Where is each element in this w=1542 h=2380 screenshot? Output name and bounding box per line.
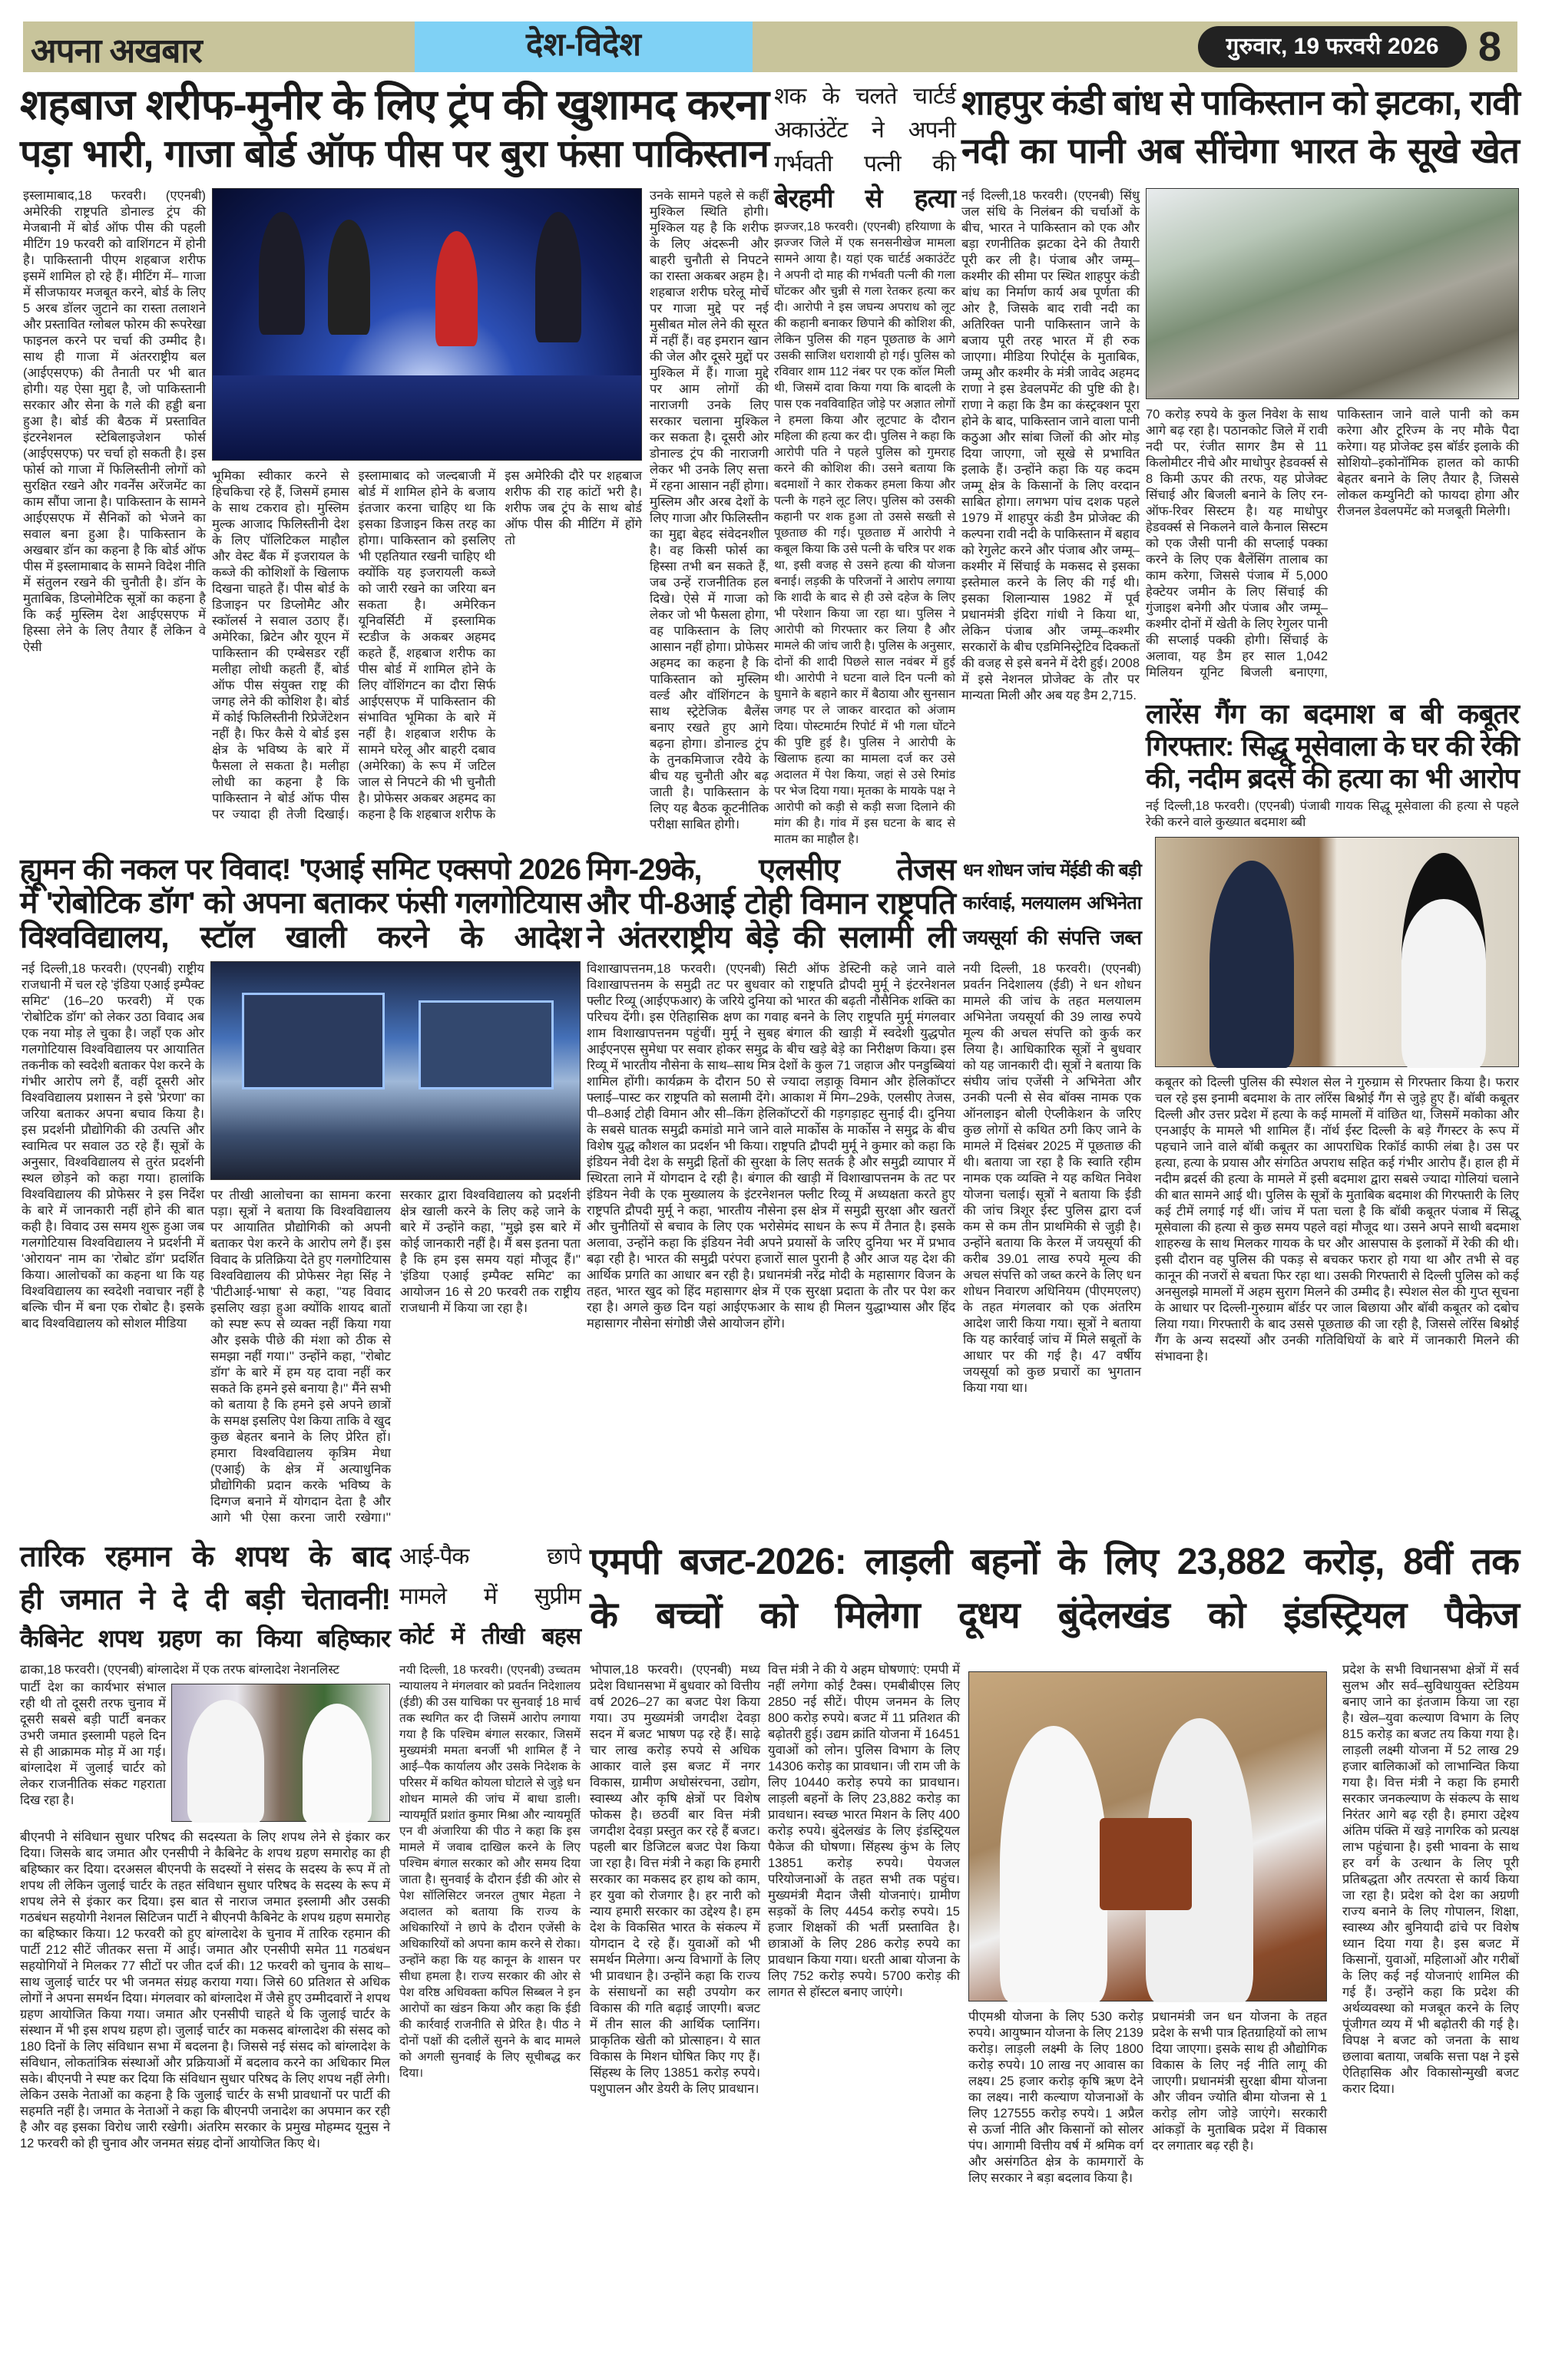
article-body: पीएमश्री योजना के लिए 530 करोड़ रुपये। आयुष्मान योजना के लिए 2139 करोड़। लाड़ली लक्ष्मी के लिए 1800 करोड़ रुपये। 10 लाख नए आवास का लक्ष्य। 25 हजार करोड़ कृषि ऋण देने का लक्ष्य। नारी कल्याण योजनाओं के लिए 127555 करोड़ रुपये। 1 अप्रैल से ऊर्जा नीति और किसानों को सोलर पंप। आगामी वित्तीय वर्ष में श्रमिक वर्ग और असंगठित क्षेत्र के कामगारों के लिए सरकार ने बड़ा बदलाव किया है। (968, 2010, 1143, 2185)
article-body: नयी दिल्ली, 18 फरवरी। (एएनबी) प्रवर्तन निदेशालय (ईडी) ने धन शोधन मामले की जांच के तहत मलयालम अभिनेता जयसूर्या की 39 लाख रुपये मूल्य की अचल संपत्ति को कुर्क कर लिया है। आधिकारिक सूत्रों ने बुधवार को यह जानकारी दी। सूत्रों ने बताया कि संघीय जांच एजेंसी ने अभिनेता और उनकी पत्नी से सेव बॉक्स नामक एक ऑनलाइन बोली ऐप्लीकेशन के जरिए कुछ लोगों से कथित ठगी किए जाने के मामले में दिसंबर 2025 में पूछताछ की थी। बताया जा रहा है कि स्वाति रहीम नामक एक व्यक्ति ने यह कथित निवेश योजना चलाई। सूत्रों ने बताया कि ईडी की जांच त्रिशूर ईस्ट पुलिस द्वारा दर्ज कम से कम तीन प्राथमिकी से जुड़ी है। उन्होंने बताया कि केरल में जयसूर्या की करीब 39.01 लाख रुपये मूल्य की अचल संपत्ति को जब्त करने के लिए धन शोधन निवारण अधिनियम (पीएमएलए) के तहत मंगलवार को एक अंतरिम आदेश जारी किया गया। सूत्रों ने बताया कि यह कार्रवाई जांच में मिले सबूतों के आधार पर की गई है। 47 वर्षीय जयसूर्या को कुछ प्रचारों का भुगतान किया गया था। (963, 962, 1141, 1395)
article-body: 70 करोड़ रुपये के कुल निवेश के साथ आगे बढ़ रहा है। पठानकोट जिले में रावी नदी पर, रंजीत सागर डैम से 11 किलोमीटर नीचे और माधोपुर हेडवर्क्स से 8 किमी ऊपर की तरफ, यह प्रोजेक्ट सिंचाई और बिजली बनाने के लिए रन-ऑफ-रिवर सिस्टम है। यह माधोपुर हेडवर्क्स से निकलने वाले कैनाल सिस्टम को एक जैसी पानी की सप्लाई पक्का करने के लिए एक बैलेंसिंग तालाब का काम करेगा, जिससे पंजाब में 5,000 हेक्टेयर जमीन के लिए सिंचाई की गुंजाइश बनेगी और पंजाब और जम्मू–कश्मीर दोनों में खेती के लिए रेगुलर पानी की सप्लाई पक्की होगी। सिंचाई के अलावा, यह डैम हर साल 1,042 मिलियन यूनिट बिजली बनाएगा, पाकिस्तान जाने वाले पानी को कम करेगा और टूरिज्म के नए मौके पैदा करेगा। यह प्रोजेक्ट इस बॉर्डर इलाके की सोशियो–इकोनॉमिक हालत को काफी बेहतर बनाने के लिए तैयार है, जिससे लोकल कम्युनिटी को फायदा होगा और रीजनल डेवलपमेंट को मजबूती मिलेगी। (1146, 408, 1519, 679)
headline-line: शक के चलते चार्टर्ड (774, 84, 955, 109)
newspaper-logo: अपना अखबार (31, 32, 202, 70)
headline-line: जयसूर्या की संपत्ति जब्त (963, 926, 1141, 949)
headline-line: गर्भवती पत्नी की (774, 151, 955, 177)
headline-line: पड़ा भारी, गाजा बोर्ड ऑफ पीस पर बुरा फंसा पाकिस्तान (20, 132, 769, 175)
photo-ai-expo-stall (210, 961, 581, 1180)
headline-line: मिग-29के, एलसीए तेजस (587, 853, 955, 887)
photo-finance-minister-budget-briefcase (968, 1671, 1327, 2002)
article-body: बीएनपी ने संविधान सुधार परिषद की सदस्यता के लिए शपथ लेने से इंकार कर दिया। जिसके बाद जमात और एनसीपी ने कैबिनेट के शपथ ग्रहण समारोह का ही बहिष्कार कर दिया। दरअसल बीएनपी के सदस्यों ने संसद के सदस्य के रूप में तो शपथ ली लेकिन जुलाई चार्टर के तहत संविधान सुधार परिषद के सदस्य के रूप में शपथ लेने से इंकार कर दिया। इस बात से नाराज जमात इस्लामी और उसकी गठबंधन सहयोगी नेशनल सिटिजन पार्टी ने बीएनपी कैबिनेट के शपथ ग्रहण समारोह का बहिष्कार किया। 12 फरवरी को हुए बांग्लादेश के चुनाव में तारिक रहमान की पार्टी 212 सीटें जीतकर सत्ता में आई। जमात और एनसीपी समेत 11 गठबंधन सहयोगियों ने मिलकर 77 सीटों पर जीत दर्ज की। 12 फरवरी को चुनाव के साथ–साथ जुलाई चार्टर पर भी जनमत संग्रह कराया गया। जिसे 60 प्रतिशत से अधिक लोगों ने अपना समर्थन दिया। मंगलवार को बांग्लादेश में जैसे हुए उम्मीदवारों ने शपथ ग्रहण आयोजित किया गया। जमात और एनसीपी चाहते थे कि जुलाई चार्टर के संस्थान में भी इस शपथ ग्रहण हो। जुलाई चार्टर का मकसद बांग्लादेश की संसद को 180 दिनों के लिए संविधान सभा में बदलना है। जिससे नई संसद को बांग्लादेश के संविधान, लोकतांत्रिक संस्थाओं और प्रक्रियाओं में बदलाव करने का अधिकार मिल सके। बीएनपी ने स्पष्ट कर दिया कि संविधान सुधार परिषद के लिए शपथ नहीं लेगी। लेकिन उसके नेताओं का कहना है कि जुलाई चार्टर के सभी प्रावधानों पर पार्टी की सहमति नहीं है। जमात के नेताओं ने कहा कि बीएनपी जनादेश का अपमान कर रही है और वह इसका विरोध जारी रखेगी। अंतरिम सरकार के प्रमुख मोहम्मद यूनुस ने 12 फरवरी को ही चुनाव और जनमत संग्रह दोनों आयोजित किए थे। (20, 1830, 390, 2150)
photo-accused-and-singer (1155, 837, 1519, 1067)
article-shahpur-kandi-dam (961, 81, 1520, 702)
photo-dam (1146, 188, 1519, 399)
article-body: भूमिका स्वीकार करने से हिचकिचा रहे हैं, जिसमें हमास के साथ टकराव हो। मुस्लिम मुल्क आजाद फिलिस्तीनी देश के लिए पॉलिटिकल माहौल और वेस्ट बैंक में इजरायल के कब्जे की कोशिशों के खिलाफ दिखना चाहते हैं। पीस बोर्ड के डिजाइन पर डिप्लोमैट और स्कॉलर्स ने सवाल उठाए हैं। अमेरिका, ब्रिटेन और यूएन में पाकिस्तान की एम्बेसडर रहीं मलीहा लोधी कहती हैं, बोर्ड ऑफ पीस संयुक्त राष्ट्र की जगह लेने की कोशिश है। बोर्ड में कोई फिलिस्तीनी रिप्रेजेंटेशन नहीं है। फिर कैसे ये बोर्ड इस क्षेत्र के भविष्य के बारे में फैसला ले सकता है। मलीहा लोधी का कहना है कि पाकिस्तान ने बोर्ड ऑफ पीस पर ज्यादा ही तेजी दिखाई। इस्लामाबाद को जल्दबाजी में बोर्ड में शामिल होने के बजाय इंतजार करना चाहिए था कि इसका डिजाइन किस तरह का होगा। पाकिस्तान को इसलिए भी एहतियात रखनी चाहिए थी क्योंकि यह इजरायली कब्जे को जारी रखने का जरिया बन सकता है। अमेरिकन यूनिवर्सिटी में इस्लामिक स्टडीज के अकबर अहमद कहते हैं, शहबाज शरीफ का पीस बोर्ड में शामिल होने के लिए वॉशिंगटन का दौरा सिर्फ आईएसएफ में पाकिस्तान की संभावित भूमिका के बारे में नहीं है। शहबाज शरीफ के सामने घरेलू और बाहरी दबाव (अमेरिका) के रूप में जटिल जाल से निपटने की भी चुनौती है। प्रोफेसर अकबर अहमद का कहना है कि शहबाज शरीफ के इस अमेरिकी दौरे पर शहबाज शरीफ की राह कांटों भरी है। शरीफ जब ट्रंप के साथ बोर्ड ऑफ पीस की मीटिंग में होंगे तो (212, 469, 642, 821)
article-peace-board (20, 81, 769, 837)
article-intro: नई दिल्ली,18 फरवरी। (एएनबी) पंजाबी गायक सिद्धू मूसेवाला की हत्या से पहले रेकी करने वाले कुख्यात बदमाश ब्बी (1146, 799, 1519, 829)
article-body: झज्जर,18 फरवरी। (एएनबी) हरियाणा के झज्जर जिले में एक सनसनीखेज मामला सामने आया है। यहां एक चार्टर्ड अकाउंटेंट ने अपनी दो माह की गर्भवती पत्नी की गला घोंटकर और चुन्नी से गला रेतकर हत्या कर दी। आरोपी ने इस जघन्य अपराध को लूट की कहानी बनाकर छिपाने की कोशिश की, लेकिन पुलिस की गहन पूछताछ के आगे उसकी साजिश धराशायी हो गई। पुलिस को रविवार शाम 112 नंबर पर एक कॉल मिली थी, जिसमें दावा किया गया कि बादली के पास एक नवविवाहित जोड़े पर अज्ञात लोगों ने हमला किया और लूटपाट के दौरान महिला की हत्या कर दी। पुलिस ने कहा कि आरोपी पति ने पहले पुलिस को गुमराह करने की कोशिश की। उसने बताया कि बदमाशों ने कार रोककर हमला किया और पत्नी के गहने लूट लिए। पुलिस को उसकी कहानी पर शक हुआ तो उससे सख्ती से पूछताछ की गई। पूछताछ में आरोपी ने कबूल किया कि उसे पत्नी के चरित्र पर शक था, इसी वजह से उसने हत्या की योजना बनाई। लड़की के परिजनों ने आरोप लगाया कि शादी के बाद से ही उसे दहेज के लिए भी परेशान किया जा रहा था। पुलिस ने आरोपी को गिरफ्तार कर लिया है और मामले की जांच जारी है। पुलिस के अनुसार, दोनों की शादी पिछले साल नवंबर में हुई थी। आरोपी ने घटना वाले दिन पत्नी को घुमाने के बहाने कार में बैठाया और सुनसान जगह पर ले जाकर वारदात को अंजाम दिया। पोस्टमार्टम रिपोर्ट में भी गला घोंटने की पुष्टि हुई है। पुलिस ने आरोपी के खिलाफ हत्या का मामला दर्ज कर उसे अदालत में पेश किया, जहां से उसे रिमांड पर भेज दिया गया। मृतका के मायके पक्ष ने आरोपी को कड़ी से कड़ी सजा दिलाने की मांग की है। गांव में इस घटना के बाद से मातम का माहौल है। (774, 220, 955, 846)
headline-line: शहबाज शरीफ-मुनीर के लिए ट्रंप की खुशामद करना (20, 81, 769, 128)
article-body: भोपाल,18 फरवरी। (एएनबी) मध्य प्रदेश विधानसभा में बुधवार को वित्तीय वर्ष 2026–27 का बजट पेश किया गया। उप मुख्यमंत्री जगदीश देवड़ा सदन में बजट भाषण पढ़ रहे हैं। साढ़े चार लाख करोड़ रुपये से अधिक आकार वाले इस बजट में नगर विकास, ग्रामीण अधोसंरचना, उद्योग, स्वास्थ्य और कृषि क्षेत्रों पर विशेष फोकस है। छठवीं बार वित्त मंत्री जगदीश देवड़ा प्रस्तुत कर रहे हैं बजट। पहली बार डिजिटल बजट पेश किया जा रहा है। वित्त मंत्री ने कहा कि हमारी सरकार का मकसद हर हाथ को काम, हर युवा को रोजगार है। हर नारी को न्याय हमारी सरकार का उद्देश्य है। हम देश के विकसित भारत के संकल्प में योगदान दे रहे हैं। युवाओं को भी समर्थन मिलेगा। अन्य विभागों के लिए भी प्रावधान है। उन्होंने कहा कि राज्य के संसाधनों का सही उपयोग कर विकास की गति बढ़ाई जाएगी। बजट में तीन साल की आर्थिक प्लानिंग। प्राकृतिक खेती को प्रोत्साहन। ये सात विकास के मिशन घोषित किए गए हैं। सिंहस्थ के लिए 13851 करोड़ रुपये। पशुपालन और डेयरी के लिए प्रावधान। (590, 1663, 760, 2096)
section-label: देश-विदेश (415, 21, 753, 72)
headline-line: ने अंतरराष्ट्रीय बेड़े की सलामी ली (587, 921, 955, 954)
photo-jamat-leaders (171, 1684, 390, 1822)
headline-line: कार्रवाई, मलयालम अभिनेता (963, 893, 1141, 914)
headline-line: तारिक रहमान के शपथ के बाद (20, 1541, 390, 1573)
article-body: वित्त मंत्री ने की ये अहम घोषणाएं: एमपी में नहीं लगेगा कोई टैक्स। एमबीबीएस लिए 2850 नई सीटें। पीएम जनमन के लिए 800 करोड़ रुपये। बजट में 11 प्रतिशत की बढ़ोतरी हुई। उद्यम क्रांति योजना में 16451 युवाओं को लोन। पुलिस विभाग के लिए 14306 करोड़ का प्रावधान। जी राम जी के लिए 10440 करोड़ रुपये का प्रावधान। लाड़ली बहनों के लिए 23,882 करोड़ का प्रावधान। स्वच्छ भारत मिशन के लिए 400 करोड़ रुपये। बुंदेलखंड के लिए इंडस्ट्रियल पैकेज की घोषणा। सिंहस्थ कुंभ के लिए 13851 करोड़ रुपये। पेयजल परियोजनाओं के तहत सभी तक पहुंच। मुख्यमंत्री मैदान जैसी योजनाएं। ग्रामीण सड़कों के लिए 4454 करोड़ रुपये। 15 हजार शिक्षकों की भर्ती प्रस्तावित है। छात्राओं के लिए 286 करोड़ रुपये का प्रावधान किया गया। धरती आबा योजना के लिए 752 करोड़ रुपये। 5700 करोड़ की लागत से हॉस्टल बनाए जाएंगे। (768, 1663, 960, 1999)
headline-line: और पी-8आई टोही विमान राष्ट्रपति (587, 887, 955, 921)
headline-line: बेरहमी से हत्या (774, 184, 955, 213)
article-fleet-review (587, 854, 955, 1533)
photo-board-of-peace-meeting (212, 188, 642, 461)
headline-line: में 'रोबोटिक डॉग' को अपना बताकर फंसी गलगोटियास (20, 887, 581, 920)
subheadline: कैबिनेट शपथ ग्रहण का किया बहिष्कार (20, 1625, 390, 1652)
article-jayasurya-ed (963, 854, 1141, 1533)
article-lawrence-gang (1146, 699, 1519, 1528)
article-ipac-supreme-court (399, 1539, 581, 2368)
article-body: पार्टी देश का कार्यभार संभाल रही थी तो दूसरी तरफ चुनाव में दूसरी सबसे बड़ी पार्टी बनकर उभरी जमात इस्लामी पहले दिन से ही आक्रामक मोड़ में आ गई। बांग्लादेश में जुलाई चार्टर को लेकर राजनीतिक संकट गहराता दिख रहा है। (20, 1681, 166, 1807)
article-body: प्रधानमंत्री जन धन योजना के तहत प्रदेश के सभी पात्र हितग्राहियों को लाभ दिया जाएगा। इसके साथ ही औद्योगिक विकास के लिए नई नीति लागू की जाएगी। प्रधानमंत्री सुरक्षा बीमा योजना और जीवन ज्योति बीमा योजना से 1 करोड़ लोग जोड़े जाएंगे। सरकारी आंकड़ों के मुताबिक प्रदेश में विकास दर लगातार बढ़ रही है। (1152, 2010, 1327, 2153)
headline-line: नदी का पानी अब सींचेगा भारत के सूखे खेत (961, 131, 1519, 170)
article-body: नयी दिल्ली, 18 फरवरी। (एएनबी) उच्चतम न्यायालय ने मंगलवार को प्रवर्तन निदेशालय (ईडी) की उस याचिका पर सुनवाई 18 मार्च तक स्थगित कर दी जिसमें आरोप लगाया गया है कि पश्चिम बंगाल सरकार, जिसमें मुख्यमंत्री ममता बनर्जी भी शामिल हैं ने आई–पैक कार्यालय और उसके निदेशक के परिसर में कथित कोयला घोटाले से जुड़े धन शोधन मामले की जांच में बाधा डाली। न्यायमूर्ति प्रशांत कुमार मिश्रा और न्यायमूर्ति एन वी अंजारिया की पीठ ने कहा कि इस मामले में जवाब दाखिल करने के लिए पश्चिम बंगाल सरकार को और समय दिया जाता है। सुनवाई के दौरान ईडी की ओर से पेश सॉलिसिटर जनरल तुषार मेहता ने अदालत को बताया कि राज्य के अधिकारियों ने छापे के दौरान एजेंसी के अधिकारियों को अपना काम करने से रोका। उन्होंने कहा कि यह कानून के शासन पर सीधा हमला है। राज्य सरकार की ओर से पेश वरिष्ठ अधिवक्ता कपिल सिब्बल ने इन आरोपों का खंडन किया और कहा कि ईडी की कार्रवाई राजनीति से प्रेरित है। पीठ ने दोनों पक्षों की दलीलें सुनने के बाद मामले को अगली सुनवाई के लिए सूचीबद्ध कर दिया। (399, 1664, 581, 2080)
article-body: नई दिल्ली,18 फरवरी। (एएनबी) राष्ट्रीय राजधानी में चल रहे 'इंडिया एआई इम्पैक्ट समिट' (16–20 फरवरी) में एक 'रोबोटिक डॉग' को लेकर उठा विवाद अब एक नया मोड़ ले चुका है। जहाँ एक ओर गलगोटियास विश्वविद्यालय पर आयातित तकनीक को स्वदेशी बताकर पेश करने के गंभीर आरोप लगे हैं, वहीं दूसरी ओर विश्वविद्यालय प्रशासन ने इसे 'प्रेरणा' का जरिया बताकर अपना बचाव किया है। इस प्रदर्शनी प्रौद्योगिकी की उत्पत्ति और स्वामित्व पर सवाल उठ रहे हैं। सूत्रों के अनुसार, विश्वविद्यालय से तुरंत प्रदर्शनी स्थल छोड़ने को कहा गया। हालांकि विश्वविद्यालय की प्रोफेसर ने इस निर्देश के बारे में जानकारी नहीं होने की बात कही है। विवाद उस समय शुरू हुआ जब गलगोटियास विश्वविद्यालय ने प्रदर्शनी में 'ओरायन' नाम का 'रोबोट डॉग' प्रदर्शित किया। आलोचकों का कहना था कि यह विश्वविद्यालय का स्वदेशी नवाचार नहीं है बल्कि चीन में बना एक रोबोट है। इसके बाद विश्वविद्यालय को सोशल मीडिया (22, 962, 204, 1330)
headline-line: लारेंस गैंग का बदमाश ब बी कबूतर (1146, 698, 1519, 729)
article-tarique-rahman (20, 1539, 390, 2368)
issue-date: गुरुवार, 19 फरवरी 2026 (1198, 26, 1467, 68)
article-body: इस्लामाबाद,18 फरवरी। (एएनबी) अमेरिकी राष्ट्रपति डोनाल्ड ट्रंप की मेजबानी में बोर्ड ऑफ पीस की पहली मीटिंग 19 फरवरी को वाशिंगटन में होनी है। पाकिस्तानी पीएम शहबाज शरीफ इसमें शामिल हो रहे हैं। मीटिंग में– गाजा में सीजफायर मजबूत करने, बोर्ड के लिए 5 अरब डॉलर जुटाने का रास्ता तलाशने और प्रस्तावित ग्लोबल फोरम की रूपरेखा फाइनल करने पर चर्चा की उम्मीद है। साथ ही गाजा में अंतरराष्ट्रीय बल (आईएसएफ) की तैनाती पर भी बात होगी। यह ऐसा मुद्दा है, जो पाकिस्तानी सरकार और सेना के गले की हड्डी बना हुआ है। बोर्ड की बैठक में प्रस्तावित इंटरनेशनल स्टेबिलाइजेशन फोर्स (आईएसएफ) पर चर्चा हो सकती है। इस फोर्स को गाजा में फिलिस्तीनी लोगों को सुरक्षित रखने और गवर्नेंस अरेंजमेंट का काम सौंपा जाना है। पाकिस्तान के सामने आईएसएफ में सैनिकों को भेजने का सवाल बना हुआ है। पाकिस्तान के अखबार डॉन का कहना है कि बोर्ड ऑफ पीस में इस्लामाबाद के सामने विदेश नीति में संतुलन रखने की चुनौती है। डॉन के मुताबिक, डिप्लोमेटिक सूत्रों का कहना है कि कई मुस्लिम देश आईएसएफ में हिस्सा लेने के लिए तैयार हैं लेकिन वे ऐसी (23, 189, 206, 654)
article-body: विशाखापत्तनम,18 फरवरी। (एएनबी) सिटी ऑफ डेस्टिनी कहे जाने वाले विशाखापत्तनम के समुद्री तट पर बुधवार को राष्ट्रपति द्रौपदी मुर्मू ने इंटरनेशनल फ्लीट रिव्यू (आईएफआर) के जरिये दुनिया को भारत की बढ़ती नौसैनिक शक्ति का परिचय देंगी। इस ऐतिहासिक क्षण का गवाह बनने के लिए राष्ट्रपति मुर्मू मंगलवार शाम विशाखापत्तनम पहुंचीं। मुर्मू ने सुबह बंगाल की खाड़ी में स्वदेशी युद्धपोत आईएनएस सुमेधा पर सवार होकर समुद्र के बीच खड़े बेड़े का निरीक्षण किया। इस रिव्यू में भारतीय नौसेना के साथ–साथ मित्र देशों के कुल 71 जहाज और पनडुब्बियां शामिल होंगी। कार्यक्रम के दौरान 50 से ज्यादा लड़ाकू विमान और हेलिकॉप्टर फ्लाई–पास्ट कर राष्ट्रपति को सलामी देंगे। आकाश में मिग–29के, एलसीए तेजस, पी–8आई टोही विमान और सी–किंग हेलिकॉप्टरों की गड़गड़ाहट सुनाई दी। दुनिया के सबसे घातक समुद्री कमांडो माने जाने वाले मार्कोस के मार्कोस ने समुद्र के बीच विशेष युद्ध कौशल का प्रदर्शन भी किया। राष्ट्रपति द्रौपदी मुर्मू ने कुमार को कहा कि इंडियन नेवी देश के समुद्री हितों की सुरक्षा के लिए सतर्क है और समुद्री व्यापार में स्थिरता लाने में योगदान दे रही है। बंगाल की खाड़ी में विशाखापत्तनम के तट पर इंडियन नेवी के एक मुख्यालय के इंटरनेशनल फ्लीट रिव्यू में अध्यक्षता करते हुए राष्ट्रपति द्रौपदी मुर्मू ने कहा, भारतीय नौसेना इस क्षेत्र में समुद्री सुरक्षा और खतरों और चुनौतियों से बचाव के लिए एक भरोसेमंद साधन के रूप में तैनात है। इसके अलावा, उन्होंने कहा कि इंडियन नेवी अपने प्रयासों के जरिए दुनिया भर में प्रभाव बढ़ा रही है। भारत की समुद्री परंपरा हजारों साल पुरानी है और आज यह देश की आर्थिक प्रगति का आधार बन रही है। प्रधानमंत्री नरेंद्र मोदी के महासागर विजन के तहत, भारत खुद को हिंद महासागर क्षेत्र में एक सुरक्षा प्रदाता के तौर पर पेश कर रहा है। अगले कुछ दिन यहां आईएफआर के साथ ही मिलन युद्धाभ्यास और हिंद महासागर नौसेना संगोष्ठी जैसे आयोजन होंगे। (587, 962, 955, 1330)
headline-line: अकाउंटेंट ने अपनी (774, 117, 955, 143)
headline-line: कोर्ट में तीखी बहस (399, 1624, 581, 1649)
headline-line: आई-पैक छापे (399, 1544, 581, 1569)
headline-line: धन शोधन जांच मेंईडी की बड़ी (963, 860, 1141, 880)
headline-line: गिरफ्तार: सिद्धू मूसेवाला के घर की रेकी (1146, 730, 1519, 762)
article-ca-murder (774, 81, 955, 846)
article-intro: ढाका,18 फरवरी। (एएनबी) बांग्लादेश में एक तरफ बांग्लादेश नेशनलिस्ट (20, 1663, 339, 1677)
article-body: कबूतर को दिल्ली पुलिस की स्पेशल सेल ने गुरुग्राम से गिरफ्तार किया है। फरार चल रहे इस इनामी बदमाश के तार लॉरेंस बिश्नोई गैंग से जुड़े हुए हैं। बॉबी कबूतर दिल्ली और उत्तर प्रदेश में हत्या के कई मामलों में वांछित था, जिसमें मकोका और एनआईए के मामले भी शामिल हैं। नॉर्थ ईस्ट दिल्ली के बड़े गैंगस्टर के रूप में पहचाने जाने वाले बॉबी कबूतर का आपराधिक रिकॉर्ड काफी लंबा है। उस पर हत्या, हत्या के प्रयास और संगठित अपराध सहित कई गंभीर आरोप हैं। हाल ही में नदीम ब्रदर्स की हत्या के मामले में इसी बदमाश द्वारा सबसे ज्यादा गोलियां चलाने की बात सामने आई थी। पुलिस के सूत्रों के मुताबिक बदमाश की गिरफ्तारी के लिए कई टीमें लगाई गई थीं। जांच में पता चला है कि बॉबी कबूतर पंजाब में सिद्धू मूसेवाला की हत्या से कुछ समय पहले वहां मौजूद था। उसने अपने साथी बदमाश शाहरुख के साथ मिलकर गायक के घर और आसपास के इलाकों में रेकी की थी। इसी दौरान वह पुलिस की पकड़ से बचकर फरार हो गया था और तभी से वह कानून की नजरों से बचता फिर रहा था। उसकी गिरफ्तारी से दिल्ली पुलिस को कई अनसुलझे मामलों में अहम सुराग मिलने की उम्मीद है। स्पेशल सेल की गुप्त सूचना के आधार पर दिल्ली-गुरुग्राम बॉर्डर पर जाल बिछाया और बॉबी कबूतर को दबोच लिया गया। गिरफ्तारी के बाद उससे पूछताछ की जा रही है, जिससे लॉरेंस बिश्नोई गैंग के अन्य सदस्यों और उनकी गतिविधियों के बारे में जानकारी मिलने की संभावना है। (1155, 1076, 1519, 1364)
headline-line: ह्यूमन की नकल पर विवाद! 'एआई समिट एक्सपो 2026 (20, 854, 581, 886)
article-body: नई दिल्ली,18 फरवरी। (एएनबी) सिंधु जल संधि के निलंबन की चर्चाओं के बीच, भारत ने पाकिस्तान को एक और बड़ा रणनीतिक झटका देने की तैयारी पूरी कर ली है। पंजाब और जम्मू–कश्मीर की सीमा पर स्थित शाहपुर कंडी बांध का निर्माण कार्य अब पूर्णता की ओर है, जिसके बाद रावी नदी का अतिरिक्त पानी पाकिस्तान जाने के बजाय पूरी तरह भारत में ही रुक जाएगा। मीडिया रिपोर्ट्स के मुताबिक, जम्मू और कश्मीर के मंत्री जावेद अहमद राणा ने इस डेवलपमेंट की पुष्टि की है। राणा ने कहा कि डैम का कंस्ट्रक्शन पूरा होने के बाद, पाकिस्तान जाने वाला पानी कठुआ और सांबा जिलों की ओर मोड़ दिया जाएगा, जो सूखे से प्रभावित इलाके हैं। उन्होंने कहा कि यह कदम जम्मू क्षेत्र के किसानों के लिए वरदान साबित होगा। लगभग पांच दशक पहले 1979 में शाहपुर कंडी डैम प्रोजेक्ट की कल्पना रावी नदी के पाकिस्तान में बहाव को रेगुलेट करने और पंजाब और जम्मू–कश्मीर में सिंचाई के मकसद से इसका इस्तेमाल करने के लिए की गई थी। इसका शिलान्यास 1982 में पूर्व प्रधानमंत्री इंदिरा गांधी ने किया था, लेकिन पंजाब और जम्मू–कश्मीर सरकारों के बीच एडमिनिस्ट्रेटिव दिक्कतों की वजह से इसे बनने में देरी हुई। 2008 में इसे नेशनल प्रोजेक्ट के तौर पर मान्यता मिली और अब यह डैम 2,715. (961, 189, 1140, 702)
article-body: उनके सामने पहले से कहीं मुश्किल स्थिति होगी। मुश्किल यह है कि शरीफ के लिए अंदरूनी और बाहरी चुनौती से निपटने का रास्ता अकबर अहम है। शहबाज शरीफ घरेलू मोर्चे पर गाजा मुद्दे पर नई मुसीबत मोल लेने की सूरत में नहीं हैं। वह इमरान खान की जेल और दूसरे मुद्दों पर मुश्किल में हैं। गाजा मुद्दे पर आम लोगों की नाराजगी उनके लिए सरकार चलाना मुश्किल कर सकता है। दूसरी ओर डोनाल्ड ट्रंप की नाराजगी लेकर भी उनके लिए सत्ता में रहना आसान नहीं होगा। मुस्लिम और अरब देशों के लिए गाजा और फिलिस्तीन का मुद्दा बेहद संवेदनशील है। वह किसी फोर्स का हिस्सा तभी बन सकते हैं, जब उन्हें राजनीतिक हल दिखे। ऐसे में गाजा को लेकर जो भी फैसला होगा, वह पाकिस्तान के लिए आसान नहीं होगा। प्रोफेसर अहमद का कहना है कि पाकिस्तान को मुस्लिम वर्ल्ड और वॉशिंगटन के साथ स्ट्रेटेजिक बैलेंस बनाए रखते हुए आगे बढ़ना होगा। डोनाल्ड ट्रंप के तुनकमिजाज रवैये के बीच यह चुनौती और बढ़ जाती है। पाकिस्तान के लिए यह बैठक कूटनीतिक परीक्षा साबित होगी। (650, 189, 769, 831)
headline-line: ही जमात ने दे दी बड़ी चेतावनी! (20, 1584, 390, 1616)
article-mp-budget (590, 1539, 1519, 2368)
article-body: प्रदेश के सभी विधानसभा क्षेत्रों में सर्व सुलभ और सर्व–सुविधायुक्त स्टेडियम बनाए जाने का इंतजाम किया जा रहा है। खेल–युवा कल्याण विभाग के लिए 815 करोड़ का बजट तय किया गया है। लाड़ली लक्ष्मी योजना में 52 लाख 29 हजार बालिकाओं को लाभान्वित किया गया है। वित्त मंत्री ने कहा कि हमारी सरकार जनकल्याण के संकल्प के साथ निरंतर आगे बढ़ रही है। हमारा उद्देश्य अंतिम पंक्ति में खड़े नागरिक को प्रत्यक्ष लाभ पहुंचाना है। इसी भावना के साथ हर वर्ग के उत्थान के लिए पूरी प्रतिबद्धता और तत्परता से कार्य किया जा रहा है। प्रदेश को देश का अग्रणी राज्य बनाने के लिए गोपालन, शिक्षा, स्वास्थ्य और बुनियादी ढांचे पर विशेष ध्यान दिया गया है। इस बजट में किसानों, युवाओं, महिलाओं और गरीबों के लिए कई नई योजनाएं शामिल की गई हैं। उन्होंने कहा कि प्रदेश की अर्थव्यवस्था को मजबूत करने के लिए पूंजीगत व्यय में भी बढ़ोतरी की गई है। विपक्ष ने बजट को जनता के साथ छलावा बताया, जबकि सत्ता पक्ष ने इसे ऐतिहासिक और विकासोन्मुखी बजट करार दिया। (1342, 1663, 1519, 2096)
article-body: पर तीखी आलोचना का सामना करना पड़ा। सूत्रों ने बताया कि विश्वविद्यालय पर आयातित प्रौद्योगिकी को अपनी बताकर पेश करने के आरोप लगे हैं। इस विवाद के प्रतिक्रिया देते हुए गलगोटियास विश्वविद्यालय की प्रोफेसर नेहा सिंह ने 'पीटीआई-भाषा' से कहा, ''यह विवाद इसलिए खड़ा हुआ क्योंकि शायद बातों को स्पष्ट रूप से व्यक्त नहीं किया गया और इसके पीछे की मंशा को ठीक से समझा नहीं गया।'' उन्होंने कहा, ''रोबोट डॉग' के बारे में हम यह दावा नहीं कर सकते कि हमने इसे बनाया है।'' मैंने सभी को बताया है कि हमने इसे अपने छात्रों के समक्ष इसलिए पेश किया ताकि वे खुद कुछ बेहतर बनाने के लिए प्रेरित हों। हमारा विश्वविद्यालय कृत्रिम मेधा (एआई) के क्षेत्र में अत्याधुनिक प्रौद्योगिकी प्रदान करके भविष्य के दिग्गज बनाने में योगदान देता है और आगे भी ऐसा करना जारी रखेगा।'' सरकार द्वारा विश्वविद्यालय को प्रदर्शनी क्षेत्र खाली करने के लिए कहे जाने के बारे में उन्होंने कहा, ''मुझे इस बारे में कोई जानकारी नहीं है। मैं बस इतना पता है कि हम इस समय यहां मौजूद हैं।'' 'इंडिया एआई इम्पैक्ट समिट' का आयोजन 16 से 20 फरवरी तक राष्ट्रीय राजधानी में किया जा रहा है। (210, 1188, 581, 1525)
headline-line: शाहपुर कंडी बांध से पाकिस्तान को झटका, रावी (961, 83, 1520, 122)
headline-line: विश्वविद्यालय, स्टॉल खाली करने के आदेश (20, 921, 581, 954)
headline-line: मामले में सुप्रीम (399, 1584, 581, 1609)
headline-line: एमपी बजट-2026: लाड़ली बहनों के लिए 23,882 करोड़, 8वीं तक (590, 1542, 1519, 1582)
page-number: 8 (1478, 24, 1502, 70)
article-galgotias-robot-dog (20, 854, 581, 1533)
headline-line: की, नदीम ब्रदर्स की हत्या का भी आरोप (1146, 762, 1519, 794)
headline-line: के बच्चों को मिलेगा दूधय बुंदेलखंड को इंडस्ट्रियल पैकेज (590, 1595, 1519, 1636)
